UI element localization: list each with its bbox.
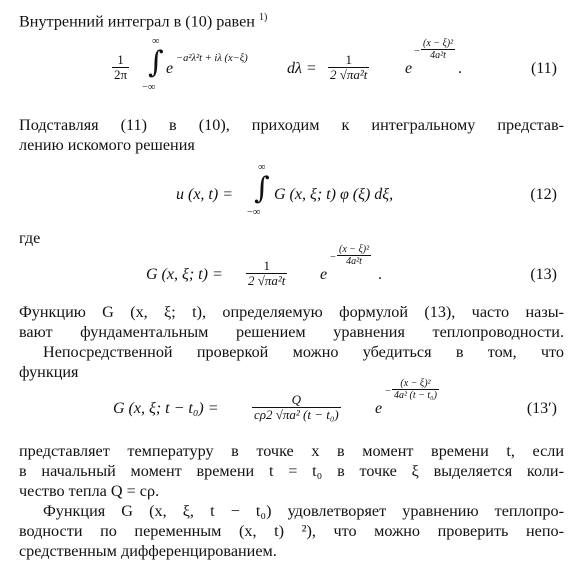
paragraph-satisfies-line2: водности по переменным (x, t) ²), что можно проверить непо-: [19, 522, 564, 540]
eq13-lhs: G (x, ξ; t) =: [146, 266, 223, 283]
eq11-rhs-den: 2 √πa²t: [330, 67, 368, 82]
eq13p-num: Q: [291, 392, 302, 407]
eq13-fraction: [246, 259, 287, 288]
footnote-marker-1: 1): [259, 12, 268, 23]
eq11-exp-den: 4a²t: [421, 49, 455, 61]
eq12-number: (12): [530, 186, 557, 203]
eq12-lhs: u (x, t) =: [176, 186, 233, 203]
eq11-exp-sign: −: [414, 46, 420, 57]
paragraph-fundamental-line1: Функцию G (x, ξ; t), определяемую формулой (13), часто назы-: [19, 303, 564, 321]
eq12-integrand: G (x, ξ; t) φ (ξ) dξ,: [274, 186, 394, 203]
equation-13-prime: [0, 378, 581, 438]
paragraph-substitution-line2: лению искомого решения: [19, 136, 195, 154]
eq13-exp-den: 4a²t: [337, 255, 371, 267]
eq11-integrand-exponent: −a²λ²t + iλ (x−ξ): [176, 53, 248, 64]
eq13p-fraction: [252, 393, 341, 422]
paragraph-temperature-line3: чество тепла Q = cρ.: [19, 482, 160, 500]
paragraph-verification-line2: функция: [19, 363, 79, 381]
eq11-rhs-num: 1: [345, 52, 352, 67]
eq13-period: .: [378, 266, 382, 283]
eq13p-e: e: [375, 400, 383, 417]
word-where: где: [19, 229, 41, 247]
paragraph-fundamental-line2: вают фундаментальным решением уравнения теплопроводности.: [19, 323, 564, 341]
eq11-lhs-fraction: [112, 53, 129, 82]
eq13-number: (13): [530, 266, 557, 283]
paragraph-substitution-line1: Подставляя (11) в (10), приходим к интегральному представ-: [19, 116, 564, 134]
eq11-rhs-e: e: [405, 60, 413, 77]
eq11-exp-fraction: [421, 38, 455, 61]
eq13-exp-sign: −: [330, 252, 336, 263]
equation-12: [0, 160, 581, 220]
paragraph-satisfies-line3: средственным дифференцированием.: [19, 542, 277, 560]
eq13-den: 2 √πa²t: [248, 273, 286, 288]
equation-13: [0, 244, 581, 304]
paragraph-satisfies-line1: Функция G (x, ξ, t − t₀) удовлетворяет уравнению теплопро-: [43, 502, 564, 520]
paragraph-temperature-line2: в начальный момент времени t = t₀ в точке ξ выделяется коли-: [19, 462, 564, 480]
eq11-differential: dλ =: [287, 60, 317, 77]
eq11-int-upper: ∞: [152, 36, 160, 47]
paragraph-intro: [19, 8, 564, 31]
eq11-integrand-e: e: [166, 60, 174, 77]
eq13p-exp-num: (x − ξ)²: [400, 378, 431, 389]
eq13p-number: (13′): [526, 400, 557, 417]
eq13-num: 1: [263, 258, 270, 273]
eq13-e: e: [320, 266, 328, 283]
eq11-number: (11): [530, 60, 557, 77]
eq11-int-lower: −∞: [142, 82, 156, 93]
eq12-integral-sign: ∫: [254, 171, 270, 206]
eq11-lhs-den: 2π: [114, 67, 128, 82]
eq13-exp-num: (x − ξ)²: [339, 244, 370, 255]
equation-11: [0, 36, 581, 96]
eq11-integral-sign: ∫: [148, 45, 164, 80]
eq11-exp-num: (x − ξ)²: [423, 38, 454, 49]
intro-text: Внутренний интеграл в (10) равен: [19, 12, 255, 31]
eq13-exp-fraction: [337, 244, 371, 267]
eq13p-den: cρ2 √πa² (t − t₀): [254, 407, 339, 422]
eq11-period: .: [458, 60, 462, 77]
eq11-rhs-fraction: [328, 53, 369, 82]
paragraph-temperature-line1: представляет температуру в точке x в момент времени t, если: [19, 442, 564, 460]
eq11-lhs-num: 1: [117, 52, 124, 67]
eq13p-exp-sign: −: [385, 386, 391, 397]
eq12-int-lower: −∞: [247, 207, 261, 218]
eq13p-exp-den: 4a² (t − t₀): [394, 390, 437, 401]
paragraph-verification-line1: Непосредственной проверкой можно убедиться в том, что: [43, 343, 564, 361]
eq12-int-upper: ∞: [258, 162, 266, 173]
eq13p-exp-fraction: [392, 378, 439, 401]
eq13p-lhs: G (x, ξ; t − t₀) =: [113, 400, 219, 417]
